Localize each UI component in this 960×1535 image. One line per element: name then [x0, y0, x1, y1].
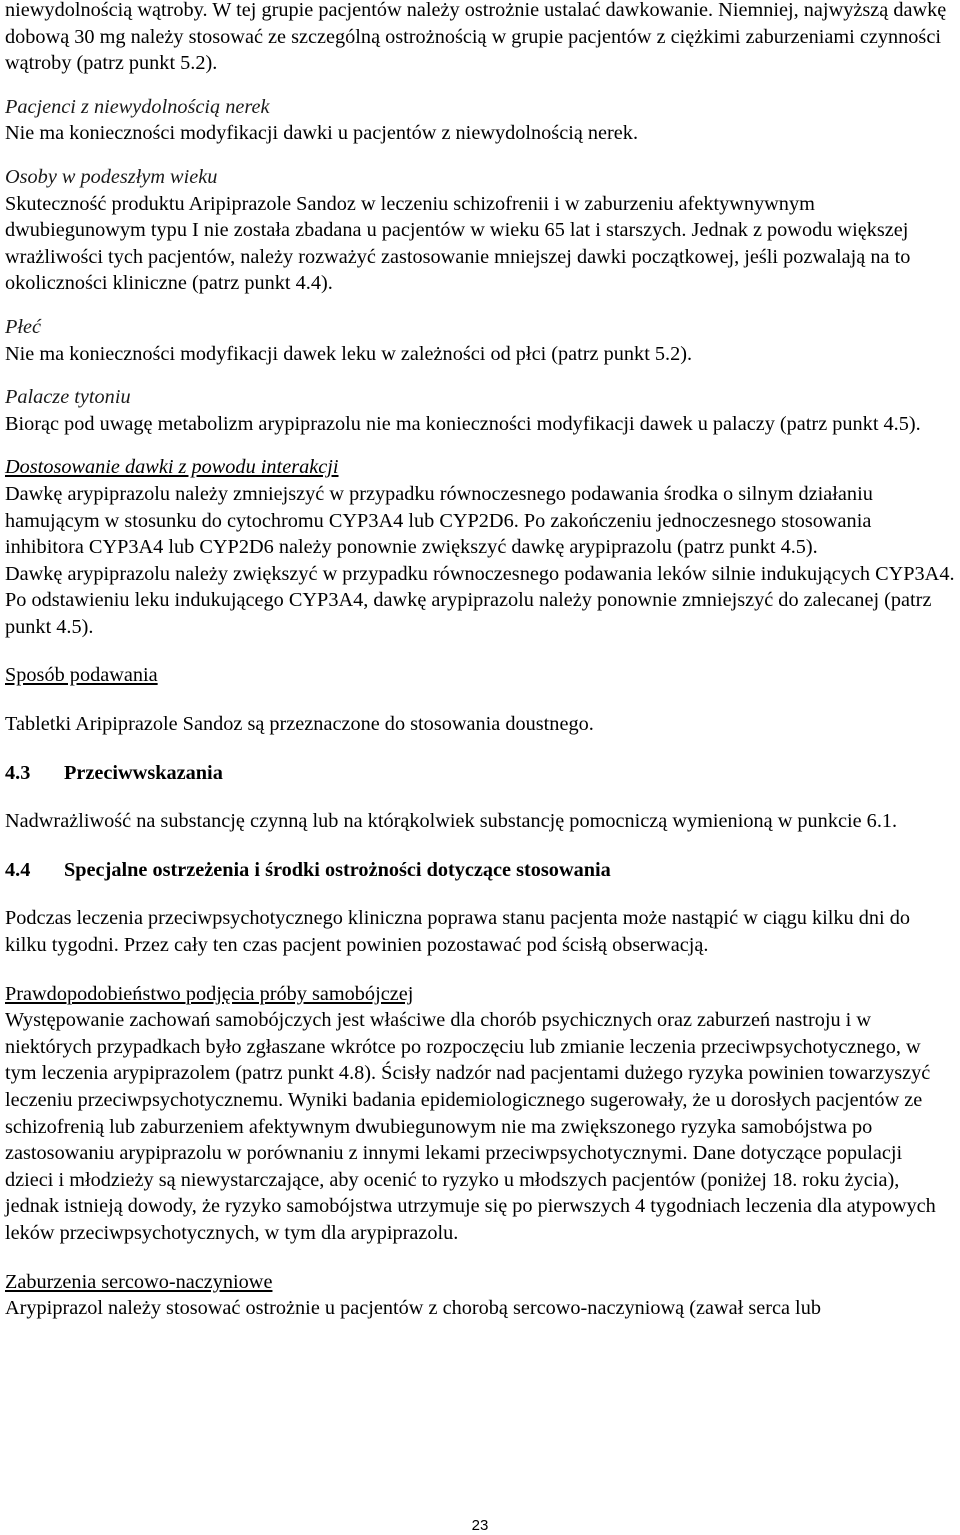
- section-4-4-text: Podczas leczenia przeciwpsychotycznego kliniczna poprawa stanu pacjenta może nastąpić w ciągu kilku dni do kilku tygodni. Przez cały ten czas pacjent powinien pozostawać pod ścisłą obserwacją.: [5, 907, 910, 957]
- interactions-heading: Dostosowanie dawki z powodu interakcji: [5, 456, 339, 479]
- cardio-text: Arypiprazol należy stosować ostrożnie u pacjentów z chorobą sercowo-naczyniową (zawał serca lub: [5, 1297, 821, 1320]
- section-4-4-heading: [5, 857, 955, 884]
- intro-paragraph: niewydolnością wątroby. W tej grupie pacjentów należy ostrożnie ustalać dawkowanie. Niemniej, najwyższą dawkę dobową 30 mg należy stosować ze szczególną ostrożnością w grupie pacjentów z ciężkimi zaburzeniami czynności wątroby (patrz punkt 5.2).: [5, 0, 947, 75]
- document-page: [5, 0, 955, 1322]
- smokers-heading: Palacze tytoniu: [5, 386, 131, 409]
- section-number: 4.3: [5, 761, 31, 784]
- gender-heading: Płeć: [5, 315, 42, 338]
- suicide-text: Występowanie zachowań samobójczych jest właściwe dla chorób psychicznych oraz zaburzeń nastroju i w niektórych przypadkach było zgłaszane wkrótce po rozpoczęciu lub zmianie leczenia przeciwpsychotycznego, w tym leczenia arypiprazolem (patrz punkt 4.8). Ścisły nadzór nad pacjentami dużego ryzyka powinien towarzyszyć leczeniu przeciwpsychotycznemu. Wyniki badania epidemiologicznego sugerowały, że u dorosłych pacjentów ze schizofrenią lub zaburzeniem afektywnym dwubiegunowym nie ma zwiększonego ryzyka samobójstwa po zastosowaniu arypiprazolu w porównaniu z innymi lekami przeciwpsychotycznymi. Dane dotyczące populacji dzieci i młodzieży są niewystarczające, aby ocenić to ryzyko u młodszych pacjentów (poniżej 18. roku życia), jednak istnieją dowody, że ryzyko samobójstwa utrzymuje się po pierwszych 4 tygodniach leczenia dla atypowych leków przeciwpsychotycznych, w tym dla arypiprazolu.: [5, 1009, 936, 1244]
- gender-text: Nie ma konieczności modyfikacji dawek leku w zależności od płci (patrz punkt 5.2).: [5, 342, 693, 365]
- administration-text: Tabletki Aripiprazole Sandoz są przeznaczone do stosowania doustnego.: [5, 713, 594, 736]
- section-4-3-text: Nadwrażliwość na substancję czynną lub na którąkolwiek substancję pomocniczą wymienioną w punkcie 6.1.: [5, 810, 898, 833]
- renal-text: Nie ma konieczności modyfikacji dawki u pacjentów z niewydolnością nerek.: [5, 122, 639, 145]
- renal-heading: Pacjenci z niewydolnością nerek: [5, 95, 270, 118]
- section-title: Przeciwwskazania: [64, 761, 223, 784]
- section-4-3-heading: [5, 760, 955, 787]
- page-number: 23: [471, 1517, 489, 1534]
- interactions-text-1: Dawkę arypiprazolu należy zmniejszyć w przypadku równoczesnego podawania środka o silnym działaniu hamującym w stosunku do cytochromu CYP3A4 lub CYP2D6. Po zakończeniu jednoczesnego stosowania inhibitora CYP3A4 lub CYP2D6 należy ponownie zwiększyć dawkę arypiprazolu (patrz punkt 4.5).: [5, 482, 873, 559]
- interactions-text-2: Dawkę arypiprazolu należy zwiększyć w przypadku równoczesnego podawania leków silnie indukujących CYP3A4. Po odstawieniu leku indukującego CYP3A4, dawkę arypiprazolu należy ponownie zmniejszyć do zalecanej (patrz punkt 4.5).: [5, 562, 955, 638]
- administration-heading: Sposób podawania: [5, 664, 158, 687]
- elderly-text: Skuteczność produktu Aripiprazole Sandoz w leczeniu schizofrenii i w zaburzeniu afektywnywnym dwubiegunowym typu I nie została zbadana u pacjentów w wieku 65 lat i starszych. Jednak z powodu większej wrażliwości tych pacjentów, należy rozważyć zastosowanie mniejszej dawki początkowej, jeśli pozwalają na to okoliczności kliniczne (patrz punkt 4.4).: [5, 192, 911, 295]
- elderly-heading: Osoby w podeszłym wieku: [5, 165, 218, 188]
- suicide-heading: Prawdopodobieństwo podjęcia próby samobójczej: [5, 982, 414, 1005]
- section-title: Specjalne ostrzeżenia i środki ostrożności dotyczące stosowania: [64, 858, 611, 881]
- smokers-text: Biorąc pod uwagę metabolizm arypiprazolu nie ma konieczności modyfikacji dawek u palaczy (patrz punkt 4.5).: [5, 412, 921, 435]
- section-number: 4.4: [5, 858, 31, 881]
- cardio-heading: Zaburzenia sercowo-naczyniowe: [5, 1270, 273, 1293]
